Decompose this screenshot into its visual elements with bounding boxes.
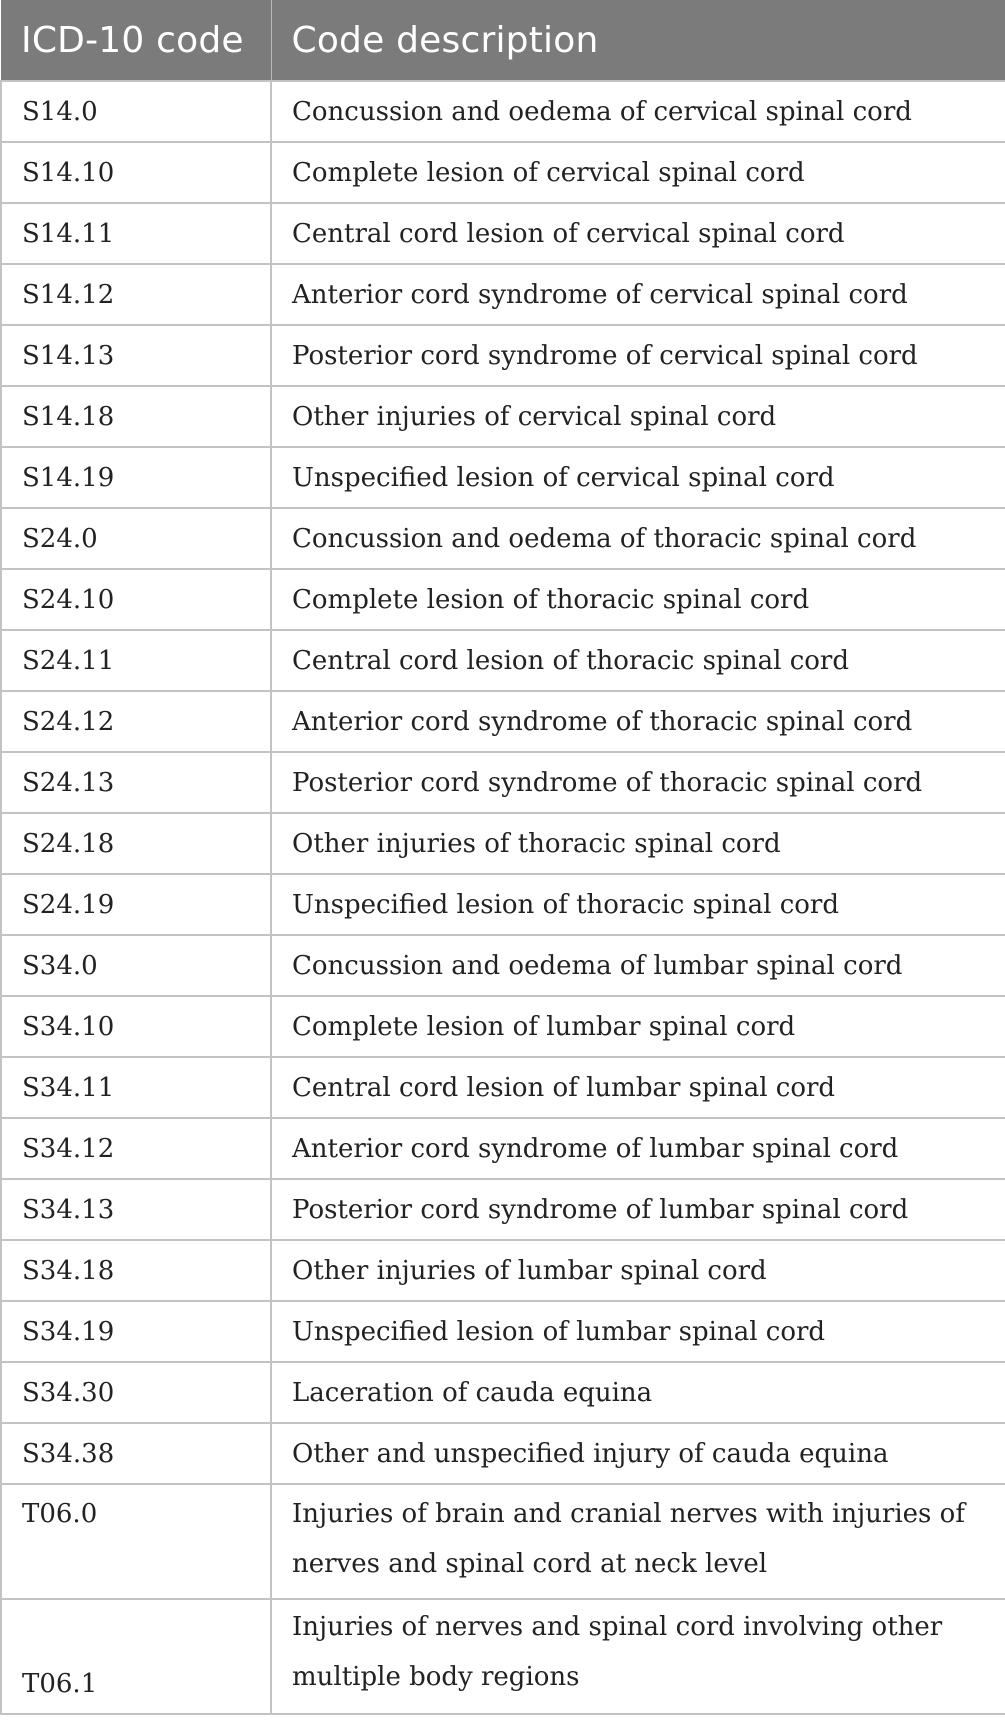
- code-cell: S34.19: [1, 1301, 271, 1362]
- table-row: [1, 813, 1005, 874]
- description-cell: Injuries of brain and cranial nerves with injuries of nerves and spinal cord at neck level: [271, 1484, 1005, 1599]
- table-row: [1, 752, 1005, 813]
- code-cell: S24.18: [1, 813, 271, 874]
- description-cell: Unspecified lesion of lumbar spinal cord: [271, 1301, 1005, 1362]
- description-cell: Other injuries of lumbar spinal cord: [271, 1240, 1005, 1301]
- table-row: [1, 1179, 1005, 1240]
- code-cell: S34.18: [1, 1240, 271, 1301]
- table-row: [1, 1599, 1005, 1714]
- code-cell: S14.12: [1, 264, 271, 325]
- table-row: [1, 264, 1005, 325]
- code-cell: S34.10: [1, 996, 271, 1057]
- table-row: [1, 447, 1005, 508]
- table-row: [1, 569, 1005, 630]
- table-body: [1, 81, 1005, 1714]
- description-cell: Anterior cord syndrome of thoracic spinal cord: [271, 691, 1005, 752]
- table-header-row: [1, 0, 1005, 81]
- table-row: [1, 1301, 1005, 1362]
- description-cell: Central cord lesion of lumbar spinal cord: [271, 1057, 1005, 1118]
- code-cell: S24.12: [1, 691, 271, 752]
- description-cell: Unspecified lesion of thoracic spinal cord: [271, 874, 1005, 935]
- description-cell: Injuries of nerves and spinal cord involving other multiple body regions: [271, 1599, 1005, 1714]
- code-cell: S14.18: [1, 386, 271, 447]
- code-cell: S34.30: [1, 1362, 271, 1423]
- table-row: [1, 691, 1005, 752]
- table-row: [1, 1362, 1005, 1423]
- description-cell: Anterior cord syndrome of cervical spinal cord: [271, 264, 1005, 325]
- code-cell: S24.19: [1, 874, 271, 935]
- code-cell: S14.0: [1, 81, 271, 142]
- table-row: [1, 630, 1005, 691]
- table-row: [1, 996, 1005, 1057]
- code-cell: S14.10: [1, 142, 271, 203]
- table-row: [1, 81, 1005, 142]
- description-cell: Posterior cord syndrome of cervical spinal cord: [271, 325, 1005, 386]
- table-row: [1, 1057, 1005, 1118]
- description-cell: Complete lesion of cervical spinal cord: [271, 142, 1005, 203]
- code-cell: T06.0: [1, 1484, 271, 1599]
- description-cell: Posterior cord syndrome of thoracic spinal cord: [271, 752, 1005, 813]
- description-cell: Complete lesion of thoracic spinal cord: [271, 569, 1005, 630]
- table-row: [1, 1484, 1005, 1599]
- code-cell: S34.0: [1, 935, 271, 996]
- code-cell: S24.10: [1, 569, 271, 630]
- description-cell: Concussion and oedema of cervical spinal cord: [271, 81, 1005, 142]
- code-cell: S34.11: [1, 1057, 271, 1118]
- table-row: [1, 935, 1005, 996]
- table-row: [1, 874, 1005, 935]
- description-cell: Unspecified lesion of cervical spinal cord: [271, 447, 1005, 508]
- code-cell: S14.19: [1, 447, 271, 508]
- description-cell: Posterior cord syndrome of lumbar spinal cord: [271, 1179, 1005, 1240]
- description-cell: Other injuries of thoracic spinal cord: [271, 813, 1005, 874]
- description-cell: Other injuries of cervical spinal cord: [271, 386, 1005, 447]
- table-row: [1, 1423, 1005, 1484]
- table-header: [1, 0, 1005, 81]
- description-cell: Concussion and oedema of thoracic spinal cord: [271, 508, 1005, 569]
- description-cell: Anterior cord syndrome of lumbar spinal cord: [271, 1118, 1005, 1179]
- code-cell: S14.13: [1, 325, 271, 386]
- column-header-code: ICD-10 code: [1, 0, 271, 81]
- code-cell: S34.12: [1, 1118, 271, 1179]
- description-cell: Concussion and oedema of lumbar spinal cord: [271, 935, 1005, 996]
- code-cell: S34.13: [1, 1179, 271, 1240]
- code-cell: T06.1: [1, 1599, 271, 1714]
- description-cell: Complete lesion of lumbar spinal cord: [271, 996, 1005, 1057]
- table-row: [1, 1240, 1005, 1301]
- table-row: [1, 142, 1005, 203]
- code-cell: S34.38: [1, 1423, 271, 1484]
- code-cell: S14.11: [1, 203, 271, 264]
- table-row: [1, 325, 1005, 386]
- table-row: [1, 203, 1005, 264]
- description-cell: Central cord lesion of cervical spinal cord: [271, 203, 1005, 264]
- code-cell: S24.13: [1, 752, 271, 813]
- description-cell: Other and unspecified injury of cauda equina: [271, 1423, 1005, 1484]
- column-header-description: Code description: [271, 0, 1005, 81]
- table-row: [1, 386, 1005, 447]
- table-row: [1, 508, 1005, 569]
- table-row: [1, 1118, 1005, 1179]
- description-cell: Central cord lesion of thoracic spinal cord: [271, 630, 1005, 691]
- description-cell: Laceration of cauda equina: [271, 1362, 1005, 1423]
- code-cell: S24.0: [1, 508, 271, 569]
- code-cell: S24.11: [1, 630, 271, 691]
